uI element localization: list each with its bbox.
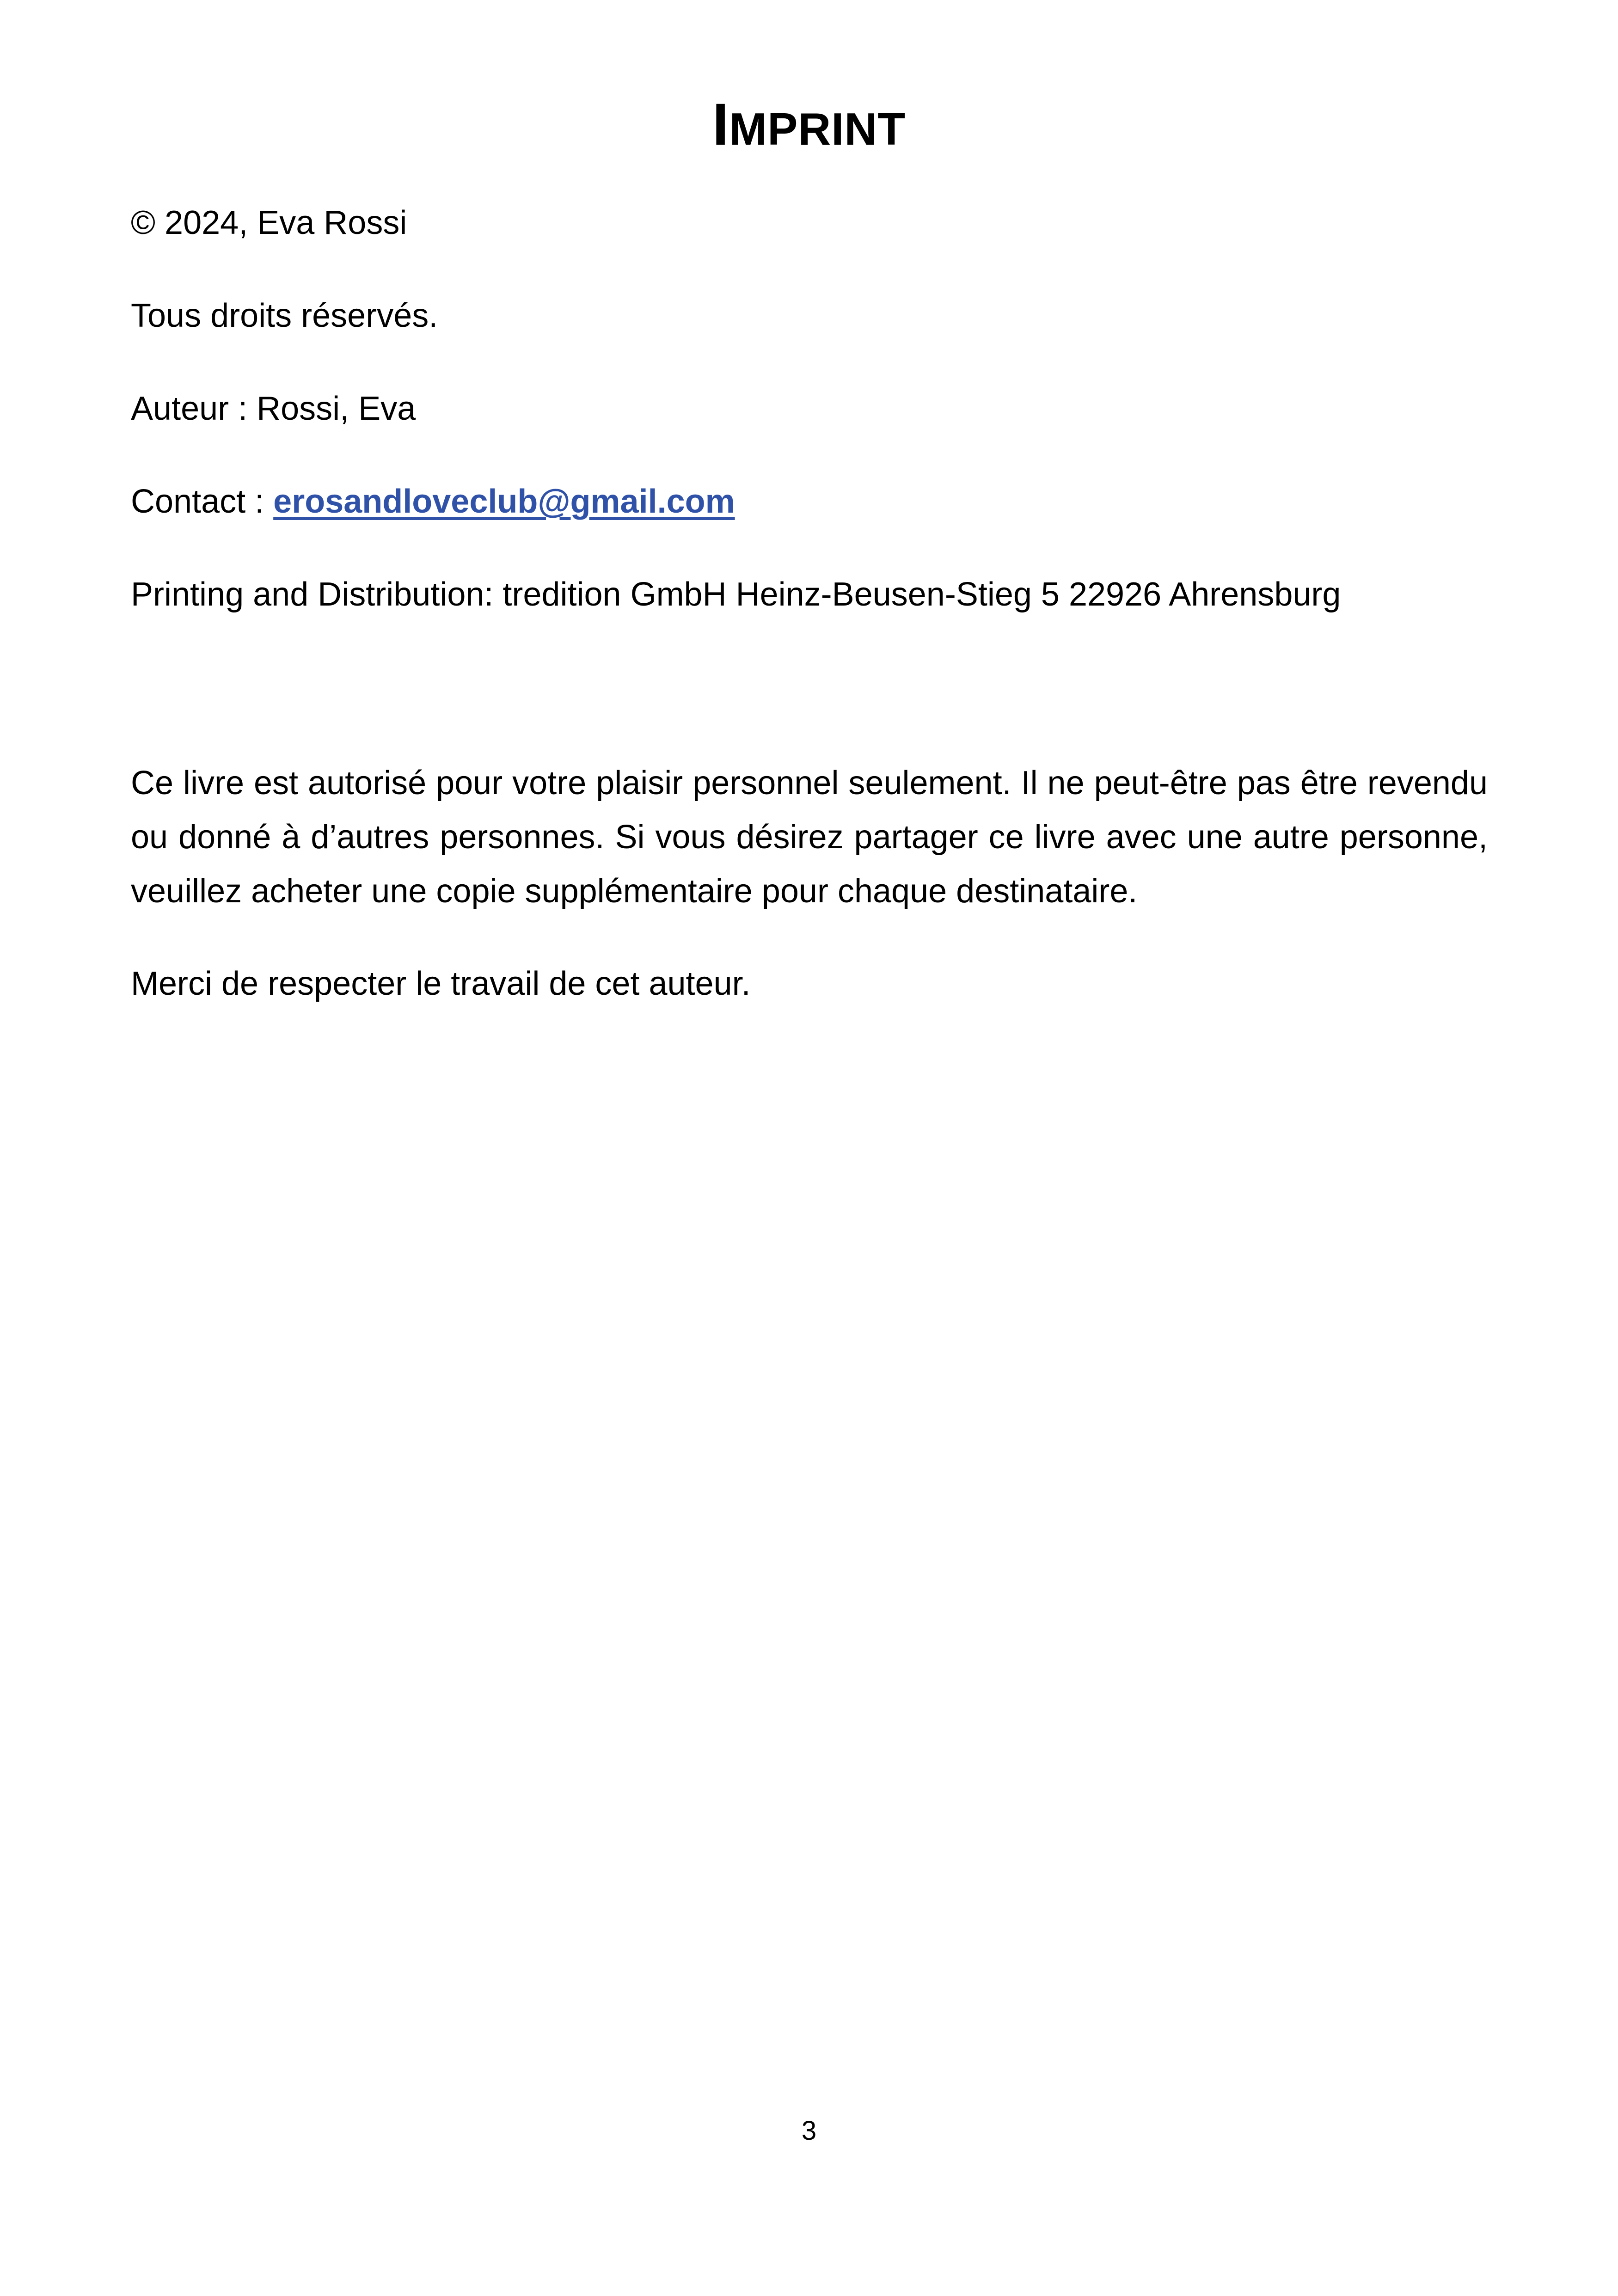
printing-line: Printing and Distribution: tredition GmbH Heinz-Beusen-Stieg 5 22926 Ahrensburg: [131, 576, 1341, 613]
page-number: 3: [801, 2116, 817, 2146]
author-line: Auteur : Rossi, Eva: [131, 390, 416, 427]
page-title: [0, 90, 1618, 164]
page-title-rest: MPRINT: [729, 104, 906, 154]
contact-line: [131, 478, 735, 525]
thanks-line: Merci de respecter le travail de cet auteur.: [131, 965, 751, 1002]
license-paragraph: Ce livre est autorisé pour votre plaisir personnel seulement. Il ne peut-être pas être revendu ou donné à d’autres personnes. Si vous désirez partager ce livre avec une autre personne, veuillez acheter une copie supplémentaire pour chaque destinataire.: [131, 765, 1488, 910]
copyright-line: © 2024, Eva Rossi: [131, 204, 407, 241]
contact-email-link[interactable]: erosandloveclub@gmail.com: [273, 483, 735, 520]
rights-line: Tous droits réservés.: [131, 297, 438, 334]
page-title-initial: I: [712, 92, 729, 158]
contact-label: Contact :: [131, 483, 274, 520]
